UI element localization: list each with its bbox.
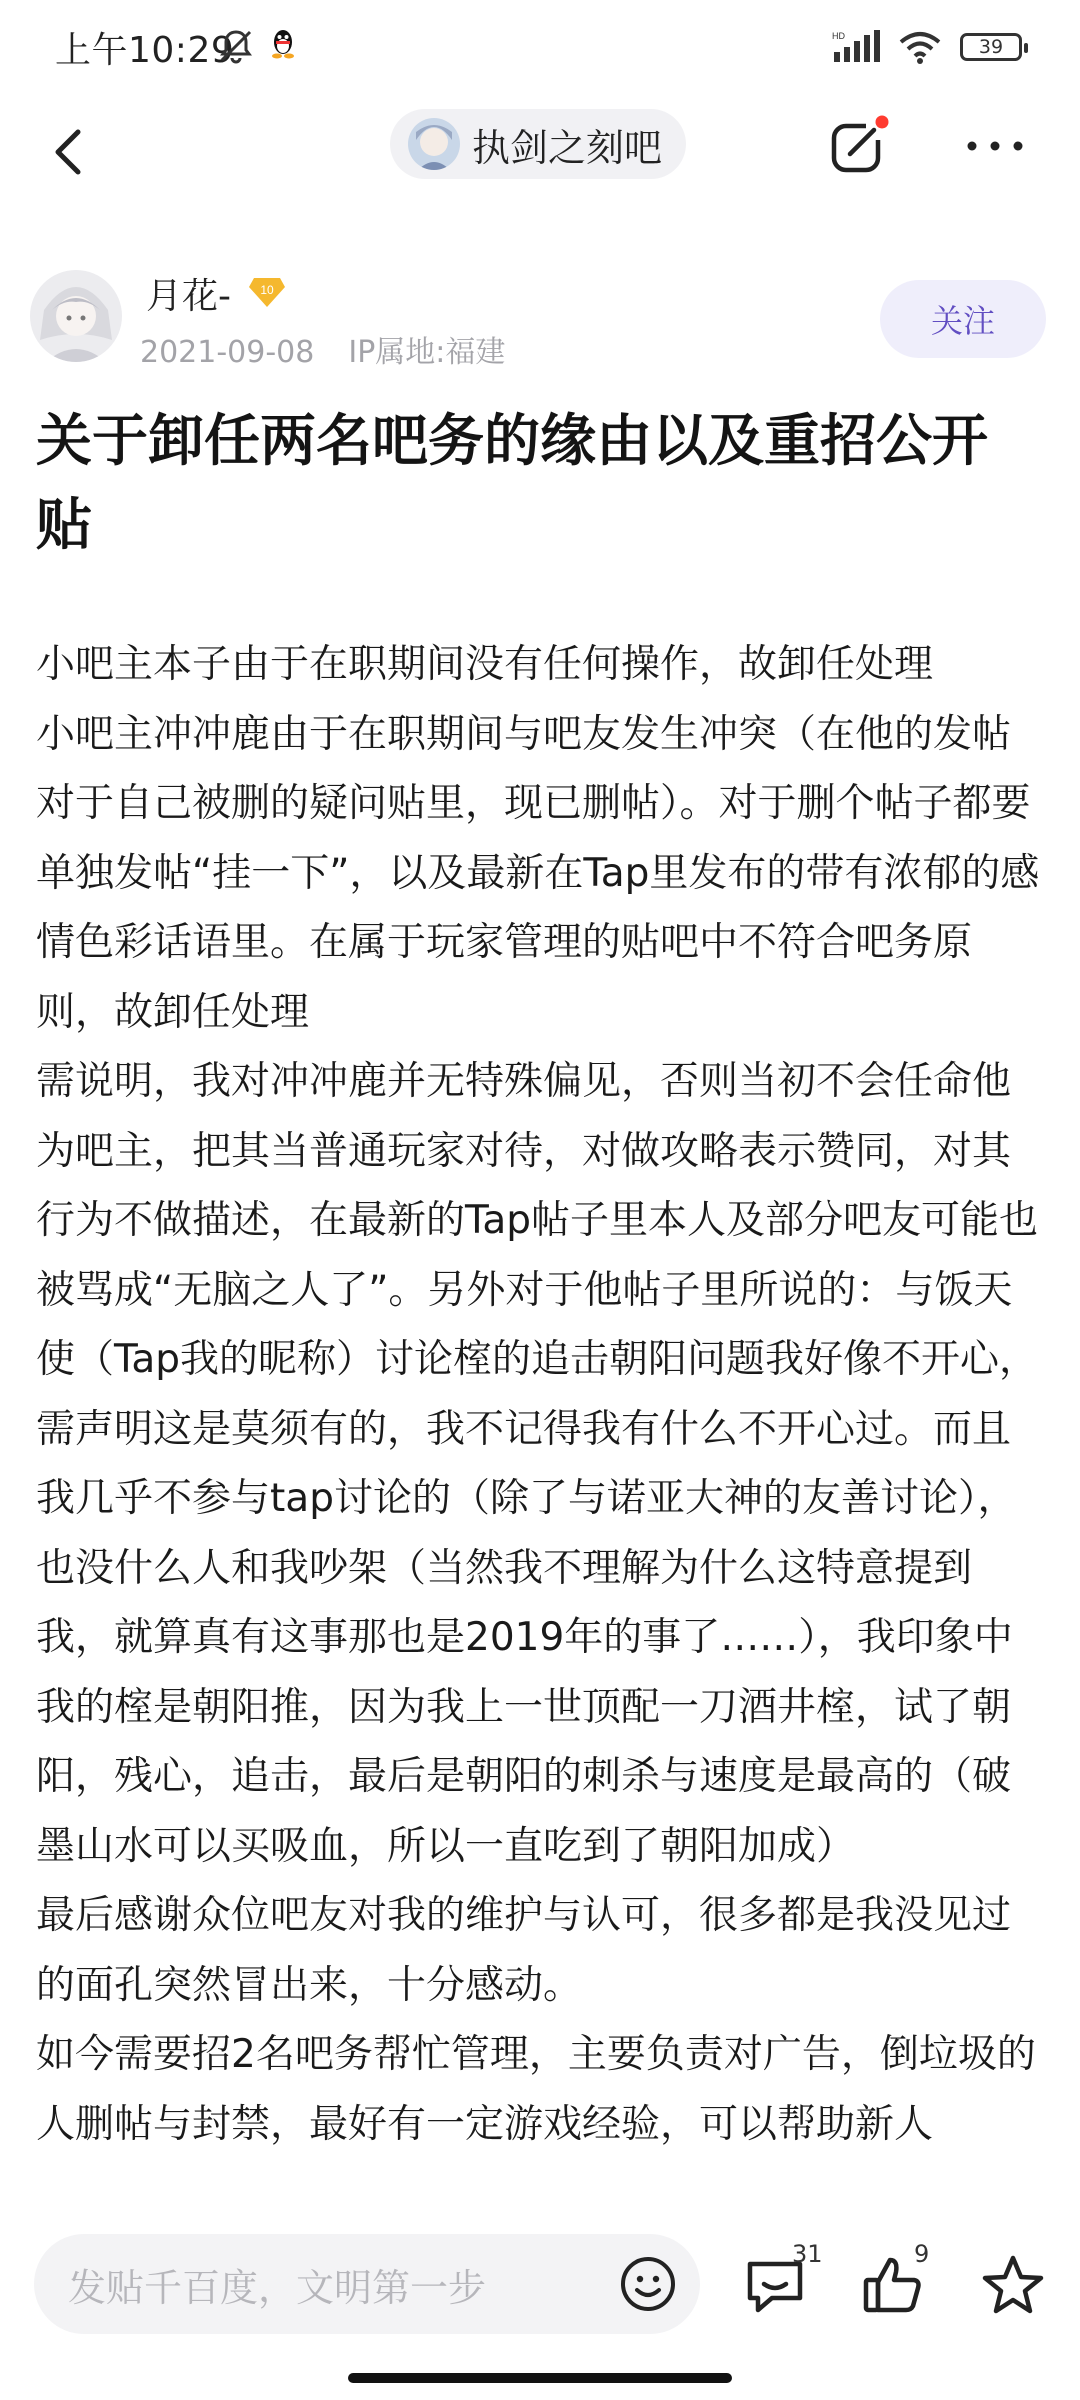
svg-text:10: 10 — [260, 283, 274, 297]
like-count: 9 — [914, 2240, 930, 2268]
top-nav — [0, 100, 1080, 210]
post-meta — [140, 327, 505, 371]
comment-count: 31 — [792, 2240, 823, 2268]
signal-icon — [832, 30, 880, 64]
post-paragraph: 如今需要招2名吧务帮忙管理，主要负责对广告，倒垃圾的人删帖与封禁，最好有一定游戏经验，可以帮助新人 — [36, 2032, 1036, 2147]
qq-penguin-icon — [268, 26, 298, 62]
author-name[interactable]: 月花- — [146, 276, 231, 317]
wifi-icon — [898, 30, 942, 64]
post-title: 关于卸任两名吧务的缘由以及重招公开贴 — [36, 409, 988, 558]
emoji-icon[interactable] — [618, 2254, 678, 2314]
bottom-bar — [0, 2210, 1080, 2400]
notification-dot — [876, 116, 889, 129]
post-paragraph: 小吧主本子由于在职期间没有任何操作，故卸任处理 — [36, 642, 934, 687]
author-avatar[interactable] — [30, 270, 122, 362]
svg-text:HD: HD — [832, 31, 845, 41]
follow-button[interactable]: 关注 — [880, 280, 1046, 358]
level-badge — [248, 275, 286, 309]
post-paragraph: 小吧主冲冲鹿由于在职期间与吧友发生冲突（在他的发帖对于自己被删的疑问贴里，现已删帖）。对于删个帖子都要单独发帖“挂一下”，以及最新在Tap里发布的带有浓郁的感情色彩话语里。在属于玩家管理的贴吧中不符合吧务原则，故卸任处理 — [36, 711, 1040, 1035]
back-button[interactable] — [40, 122, 100, 182]
battery-indicator: 39 — [960, 33, 1022, 61]
comment-input[interactable] — [34, 2234, 700, 2334]
ip-location: IP属地:福建 — [348, 335, 506, 370]
status-bar — [0, 0, 1080, 100]
post-paragraph: 最后感谢众位吧友对我的维护与认可，很多都是我没见过的面孔突然冒出来，十分感动。 — [36, 1893, 1012, 2008]
status-time: 上午10:29 — [55, 30, 235, 71]
edit-post-icon[interactable] — [826, 114, 892, 180]
post-date: 2021-09-08 — [140, 335, 315, 370]
forum-link[interactable] — [390, 109, 686, 179]
home-indicator — [348, 2373, 732, 2383]
comment-placeholder: 发贴千百度，文明第一步 — [68, 2265, 487, 2310]
silent-bell-icon — [216, 26, 256, 66]
forum-name: 执剑之刻吧 — [472, 125, 663, 170]
post-paragraph: 需说明，我对冲冲鹿并无特殊偏见，否则当初不会任命他为吧主，把其当普通玩家对待，对做攻略表示赞同，对其行为不做描述，在最新的Tap帖子里本人及部分吧友可能也被骂成“无脑之人了”。另外对于他帖子里所说的：与饭天使（Tap我的昵称）讨论榁的追击朝阳问题我好像不开心，需声明这是莫须有的，我不记得我有什么不开心过。而且我几乎不参与tap讨论的（除了与诺亚大神的友善讨论），也没什么人和我吵架（当然我不理解为什么这特意提到我，就算真有这事那也是2019年的事了……），我印象中我的榁是朝阳推，因为我上一世顶配一刀酒井榁，试了朝阳，残心，追击，最后是朝阳的刺杀与速度是最高的（破墨山水可以买吸血，所以一直吃到了朝阳加成） — [36, 1059, 1039, 1869]
forum-avatar — [408, 118, 460, 170]
post-body — [36, 630, 1048, 2210]
more-dots-icon[interactable] — [960, 116, 1030, 176]
star-icon[interactable] — [978, 2250, 1048, 2320]
